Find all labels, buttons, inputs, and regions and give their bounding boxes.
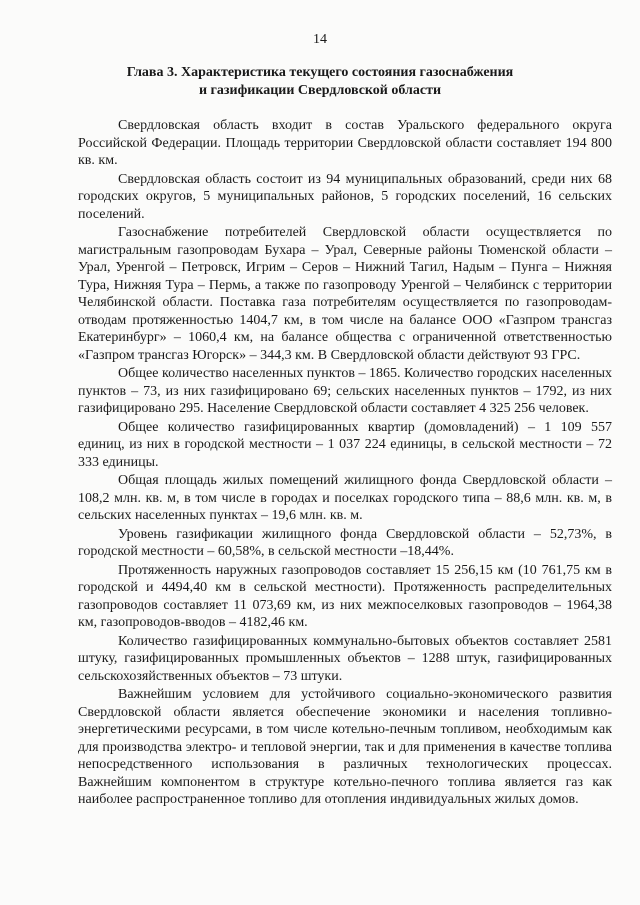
- body-text: [78, 117, 612, 810]
- chapter-title-line-2: и газификации Свердловской области: [198, 83, 442, 98]
- paragraph: Протяженность наружных газопроводов составляет 15 256,15 км (10 761,75 км в городской и 4494,40 км в сельской местности). Протяженность распределительных газопроводов составляет 11 073,69 км, из них межпоселковых газопроводов – 1964,38 км, газопроводов-вводов – 4182,46 км.: [78, 562, 612, 630]
- paragraph: Свердловская область входит в состав Уральского федерального округа Российской Федерации. Площадь территории Свердловской области составляет 194 800 кв. км.: [78, 118, 612, 168]
- paragraph: Газоснабжение потребителей Свердловской области осуществляется по магистральным газопроводам Бухара – Урал, Северные районы Тюменской области – Урал, Уренгой – Петровск, Игрим – Серов – Нижний Тагил, Надым – Пунга – Нижняя Тура, Нижняя Тура – Пермь, а также по газопроводу Уренгой – Челябинск с территории Челябинской области. Поставка газа потребителям осуществляется по газопроводам-отводам протяженностью 1404,7 км, в том числе на балансе ООО «Газпром трансгаз Екатеринбург» – 1060,4 км, на балансе общества с ограниченной ответственностью «Газпром трансгаз Югорск» – 344,3 км. В Свердловской области действуют 93 ГРС.: [78, 225, 612, 363]
- page-number: 14: [313, 32, 327, 47]
- paragraph: Общее количество населенных пунктов – 1865. Количество городских населенных пунктов – 73, из них газифицировано 69; сельских населенных пунктов – 1792, из них газифицировано 295. Население Свердловской области составляет 4 325 256 человек.: [78, 366, 612, 416]
- paragraph: Количество газифицированных коммунально-бытовых объектов составляет 2581 штуку, газифицированных промышленных объектов – 1288 штук, газифицированных сельскохозяйственных объектов – 73 штуки.: [78, 633, 612, 684]
- paragraph: Уровень газификации жилищного фонда Свердловской области – 52,73%, в городской местности – 60,58%, в сельской местности –18,44%.: [78, 526, 612, 559]
- chapter-title: [100, 64, 540, 100]
- paragraph: Общая площадь жилых помещений жилищного фонда Свердловской области – 108,2 млн. кв. м, в том числе в городах и поселках городского типа – 88,6 млн. кв. м, в сельских населенных пунктах – 19,6 млн. кв. м.: [78, 473, 612, 523]
- paragraph: Общее количество газифицированных квартир (домовладений) – 1 109 557 единиц, из них в городской местности – 1 037 224 единицы, в сельской местности – 72 333 единицы.: [78, 419, 612, 470]
- chapter-title-line-1: Глава 3. Характеристика текущего состояния газоснабжения: [126, 65, 514, 80]
- paragraph: Свердловская область состоит из 94 муниципальных образований, среди них 68 городских округов, 5 муниципальных районов, 5 городских поселений, 16 сельских поселений.: [78, 171, 612, 222]
- paragraph: Важнейшим условием для устойчивого социально-экономического развития Свердловской области является обеспечение экономики и населения топливно-энергетическими ресурсами, в том числе котельно-печным топливом, необходимым как для производства электро- и тепловой энергии, так и для применения в качестве топлива непосредственного использования в различных технологических процессах. Важнейшим компонентом в структуре котельно-печного топлива является газ как наиболее распространенное топливо для отопления индивидуальных жилых домов.: [78, 687, 612, 807]
